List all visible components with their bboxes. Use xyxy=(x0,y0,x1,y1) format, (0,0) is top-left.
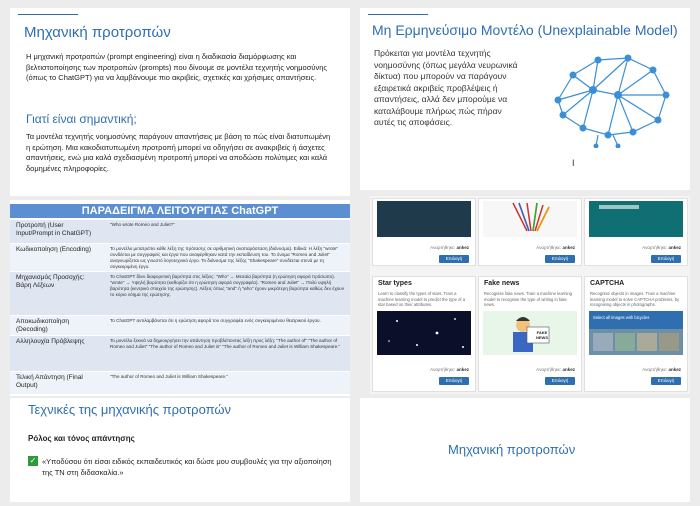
table-row xyxy=(10,335,350,372)
slide-unexplainable-model xyxy=(360,8,690,190)
fake-news-sign-text: FAKE NEWS xyxy=(536,330,548,340)
card-author: Αναρτήθηκε: ankez xyxy=(642,367,681,372)
stars-image xyxy=(377,311,471,355)
project-card-captcha[interactable] xyxy=(584,276,688,392)
slide-title: Μη Ερμηνεύσιμο Μοντέλο (Unexplainable Model) xyxy=(372,22,678,38)
card-description: Learn to classify the types of stars. Train a machine learning model to predict the type of a star based on their attributes. xyxy=(378,291,466,307)
fake-news-image xyxy=(483,311,577,355)
project-card-fake-news[interactable] xyxy=(478,276,582,392)
select-button[interactable]: Επιλογή xyxy=(545,255,575,263)
row-value: "Who wrote Romeo and Juliet?" xyxy=(110,222,175,227)
table-row xyxy=(10,219,350,244)
slide-title: Τεχνικές της μηχανικής προτροπών xyxy=(28,402,232,417)
slide-subtitle: Γιατί είναι σημαντική; xyxy=(26,112,137,126)
card-author: Αναρτήθηκε: ankez xyxy=(536,245,575,250)
row-label: Κωδικοποίηση (Encoding) xyxy=(16,246,92,253)
text-cursor: I xyxy=(572,158,575,168)
row-value: "The author of Romeo and Juliet is William Shakespeare." xyxy=(110,374,228,379)
checkmark-icon: ✓ xyxy=(29,456,37,465)
neural-brain-icon xyxy=(538,40,678,148)
row-value: Το ChatGPT αντιλαμβάνεται ότι η ερώτηση αφορά τον συγγραφέα ενός συγκεκριμένου θεατρικού έργου. xyxy=(110,318,321,323)
project-card[interactable] xyxy=(372,198,476,266)
table-row xyxy=(10,315,350,336)
table-row xyxy=(10,243,350,272)
row-label: Τελική Απάντηση (Final Output) xyxy=(16,374,83,389)
slide-ml-projects-grid xyxy=(370,196,690,394)
card-title: CAPTCHA xyxy=(590,280,625,287)
slide-title: Μηχανική προτροπών xyxy=(448,442,576,457)
row-value: Το μοντέλο μετατρέπει κάθε λέξη της πρότασης σε αριθμητική αναπαράσταση (διάνυσμα). Ειδικά: Η λέξη "wrote" συνδέεται με συγγραφείς και έργα που αναφέρθηκαν κατά την εκπαίδευση του. Το όνομα "Romeo and Juliet" αναγνωρίζεται ως γνωστό λογοτεχνικό έργο. Το διάνυσμα της λέξης "Shakespeare" συνδέεται στενά με τη συγκεκριμένη έργο. xyxy=(110,246,339,269)
teal-image xyxy=(589,201,683,237)
accent-line xyxy=(18,14,78,15)
select-button[interactable]: Επιλογή xyxy=(545,377,575,385)
row-value: Το μοντέλο ξεκινά να δημιουργήσει την απάντηση προβλέποντας λέξη προς λέξη: "The author of" "The author of Romeo and Juliet" "The author of Romeo and Juliet is" "The author of Romeo and Juliet is William Shakespeare." xyxy=(110,338,341,349)
row-label: Αποκωδικοποίηση (Decoding) xyxy=(16,318,70,333)
table-row xyxy=(10,371,350,394)
row-label: Προτροπή (User Input/Prompt in ChatGPT) xyxy=(16,222,92,237)
card-author: Αναρτήθηκε: ankez xyxy=(536,367,575,372)
intro-paragraph: Η μηχανική προτροπών (prompt engineering) είναι η διαδικασία διαμόρφωσης και βελτιστοποίησης των προτροπών (prompts) που δίνουμε σε μοντέλα τεχνητής νοημοσύνης (όπως το ChatGPT) για να λαμβάνουμε πιο ακριβείς, σχετικές και χρήσιμες απαντήσεις. xyxy=(26,52,327,82)
table-row xyxy=(10,271,350,316)
example-prompt: «Υποδύσου ότι είσαι ειδικός εκπαιδευτικός και δώσε μου συμβουλές για την αξιοποίηση της ΤΝ στη διδασκαλία.» xyxy=(42,457,332,477)
slide-prompt-techniques xyxy=(10,398,350,502)
select-button[interactable]: Επιλογή xyxy=(439,377,469,385)
project-card[interactable] xyxy=(584,198,688,266)
captcha-instruction: Select all images with bicycles xyxy=(593,315,650,320)
card-author: Αναρτήθηκε: ankez xyxy=(430,367,469,372)
select-button[interactable]: Επιλογή xyxy=(651,377,681,385)
card-author: Αναρτήθηκε: ankez xyxy=(642,245,681,250)
card-description: Recognise fake news. Train a machine learning model to recognise the type of writing in fake news. xyxy=(484,291,572,307)
importance-paragraph: Τα μοντέλα τεχνητής νοημοσύνης παράγουν απαντήσεις με βάση το πώς είναι διατυπωμένη η ερώτηση. Μια κακοδιατυπωμένη προτροπή μπορεί να οδηγήσει σε ανακριβείς ή άσχετες απαντήσεις, ενώ μια καλά σχεδιασμένη προτροπή μπορεί να αποδώσει πολύτιμες και καλά δομημένες πληροφορίες. xyxy=(26,132,331,173)
project-card-star-types[interactable] xyxy=(372,276,476,392)
slide-prompt-engineering-title xyxy=(360,398,690,502)
row-value: Το ChatGPT δίνει διαφορετική βαρύτητα στις λέξεις: "Who" → Μεσαία βαρύτητα (η ερώτηση αφορά πρόσωπο). "wrote" → Υψηλή βαρύτητα (καθορίζει ότι η ερώτηση αφορά συγγραφέα). "Romeo and Juliet" → Πολύ υψηλή βαρύτητα (κεντρικό στοιχείο της ερώτησης). Λέξεις όπως "and" ή "who" έχουν μικρότερη βαρύτητα καθώς δεν έχουν το κύριο νόημα της ερώτησης. xyxy=(110,274,345,297)
select-button[interactable]: Επιλογή xyxy=(651,255,681,263)
project-card[interactable] xyxy=(478,198,582,266)
card-image xyxy=(377,201,471,237)
pencils-image xyxy=(483,201,577,237)
select-button[interactable]: Επιλογή xyxy=(439,255,469,263)
card-title: Fake news xyxy=(484,280,520,287)
card-title: Star types xyxy=(378,280,412,287)
slide-chatgpt-example-table xyxy=(10,200,350,396)
card-author: Αναρτήθηκε: ankez xyxy=(430,245,469,250)
accent-line xyxy=(368,14,428,15)
technique-label: Ρόλος και τόνος απάντησης xyxy=(28,434,135,443)
slide-title: Μηχανική προτροπών xyxy=(24,24,171,41)
table-header: ΠΑΡΑΔΕΙΓΜΑ ΛΕΙΤΟΥΡΓΙΑΣ ChatGPT xyxy=(10,204,350,218)
card-description: Recognise objects in images. Train a machine learning model to solve CAPTCHA problems, by recognising objects in photographs. xyxy=(590,291,680,307)
row-label: Μηχανισμός Προσοχής: Βάρη Λέξεων xyxy=(16,274,85,289)
definition-paragraph: Πρόκειται για μοντέλα τεχνητής νοημοσύνης (όπως μεγάλα νευρωνικά δίκτυα) που μπορούν να παράγουν εξαιρετικά ακριβείς προβλέψεις ή απαντήσεις, αλλά δεν μπορούμε να καταλάβουμε πλήρως πώς πήραν αυτές τις αποφάσεις. xyxy=(374,48,518,127)
row-label: Αλληλουχία Πρόβλεψης xyxy=(16,338,85,345)
slide-prompt-engineering xyxy=(10,8,350,196)
